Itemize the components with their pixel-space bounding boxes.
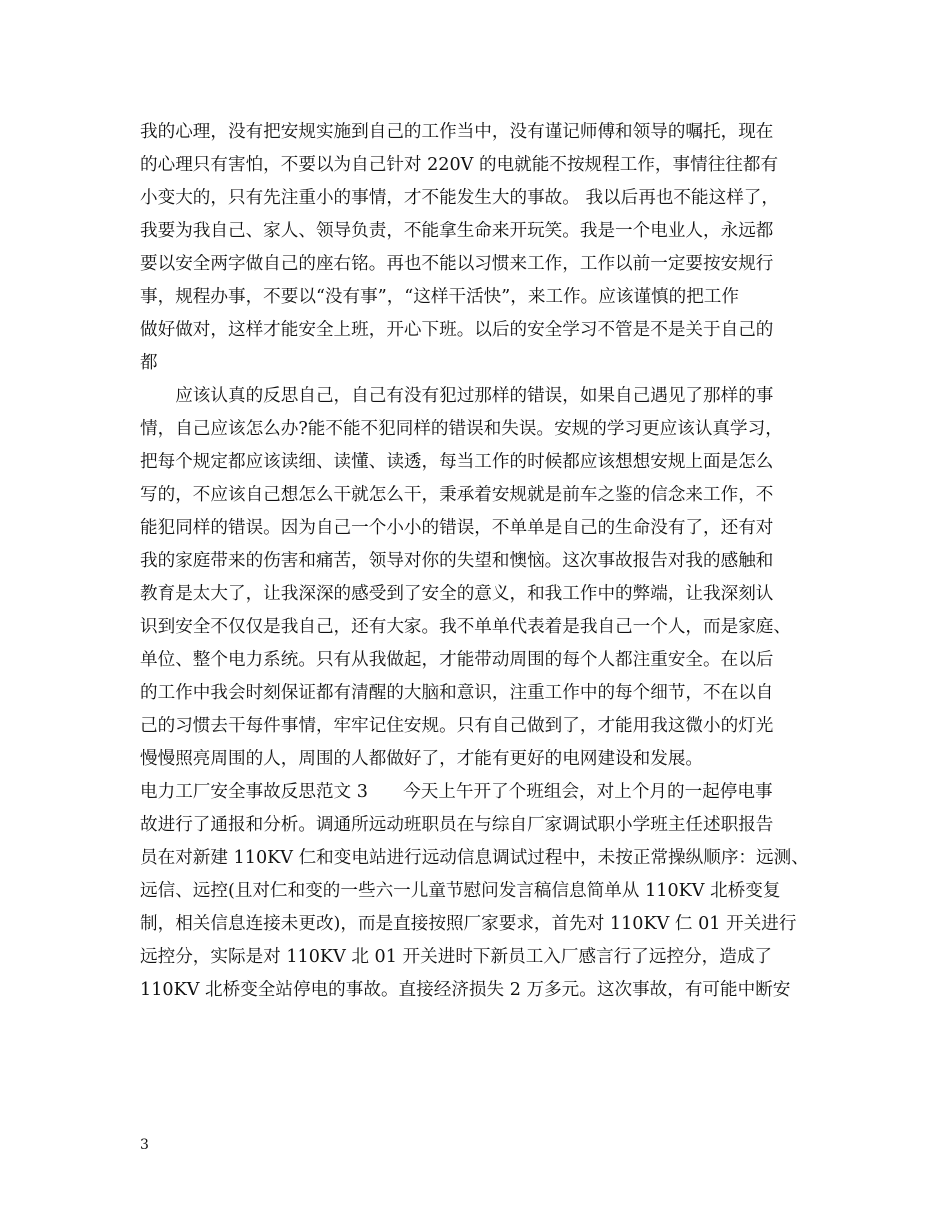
text-line: 电力工厂安全事故反思范文 3 今天上午开了个班组会，对上个月的一起停电事 <box>140 782 773 802</box>
text-line: 教育是太大了，让我深深的感受到了安全的意义，和我工作中的弊端，让我深刻认 <box>140 584 774 604</box>
text-line: 应该认真的反思自己，自己有没有犯过那样的错误，如果自己遇见了那样的事 <box>140 386 774 406</box>
text-line: 我要为我自己、家人、领导负责，不能拿生命来开玩笑。我是一个电业人，永远都 <box>140 221 774 241</box>
text-line: 要以安全两字做自己的座右铭。再也不能以习惯来工作，工作以前一定要按安规行 <box>140 254 774 274</box>
text-line: 情，自己应该怎么办?能不能不犯同样的错误和失误。安规的学习更应该认真学习， <box>140 419 783 439</box>
text-line: 做好做对，这样才能安全上班，开心下班。以后的安全学习不管是不是关于自己的 <box>140 320 774 340</box>
text-line: 远信、远控(且对仁和变的一些六一儿童节慰问发言稿信息简单从 110KV 北桥变复 <box>140 881 781 901</box>
text-line: 远控分，实际是对 110KV 北 01 开关进时下新员工入厂感言行了远控分，造成了 <box>140 947 773 967</box>
text-line: 制，相关信息连接未更改)，而是直接按照厂家要求，首先对 110KV 仁 01 开关进行 <box>140 914 797 934</box>
text-line: 单位、整个电力系统。只有从我做起，才能带动周围的每个人都注重安全。在以后 <box>140 650 774 670</box>
text-line: 己的习惯去干每件事情，牢牢记住安规。只有自己做到了，才能用我这微小的灯光 <box>140 716 774 736</box>
document-body <box>140 116 820 1007</box>
text-line: 能犯同样的错误。因为自己一个小小的错误，不单单是自己的生命没有了，还有对 <box>140 518 774 538</box>
text-line: 故进行了通报和分析。调通所远动班职员在与综自厂家调试职小学班主任述职报告 <box>140 815 774 835</box>
text-line: 写的，不应该自己想怎么干就怎么干，秉承着安规就是前车之鉴的信念来工作，不 <box>140 485 774 505</box>
text-line: 的工作中我会时刻保证都有清醒的大脑和意识，注重工作中的每个细节，不在以自 <box>140 683 774 703</box>
text-line: 把每个规定都应该读细、读懂、读透，每当工作的时候都应该想想安规上面是怎么 <box>140 452 774 472</box>
text-line: 我的家庭带来的伤害和痛苦，领导对你的失望和懊恼。这次事故报告对我的感触和 <box>140 551 774 571</box>
text-line: 慢慢照亮周围的人，周围的人都做好了，才能有更好的电网建设和发展。 <box>140 749 704 769</box>
page-number: 3 <box>140 1137 149 1153</box>
text-line: 员在对新建 110KV 仁和变电站进行远动信息调试过程中，未按正常操纵顺序：远测、 <box>140 848 809 868</box>
text-line: 事，规程办事，不要以“没有事”，“这样干活快”，来工作。应该谨慎的把工作 <box>140 287 739 307</box>
text-line: 都 <box>140 353 158 373</box>
text-line: 我的心理，没有把安规实施到自己的工作当中，没有谨记师傅和领导的嘱托，现在 <box>140 122 774 142</box>
text-line: 的心理只有害怕，不要以为自己针对 220V 的电就能不按规程工作，事情往往都有 <box>140 155 779 175</box>
text-line: 110KV 北桥变全站停电的事故。直接经济损失 2 万多元。这次事故，有可能中断安 <box>140 980 791 1000</box>
text-line: 识到安全不仅仅是我自己，还有大家。我不单单代表着是我自己一个人，而是家庭、 <box>140 617 791 637</box>
text-line: 小变大的，只有先注重小的事情，才不能发生大的事故。 我以后再也不能这样了， <box>140 188 779 208</box>
